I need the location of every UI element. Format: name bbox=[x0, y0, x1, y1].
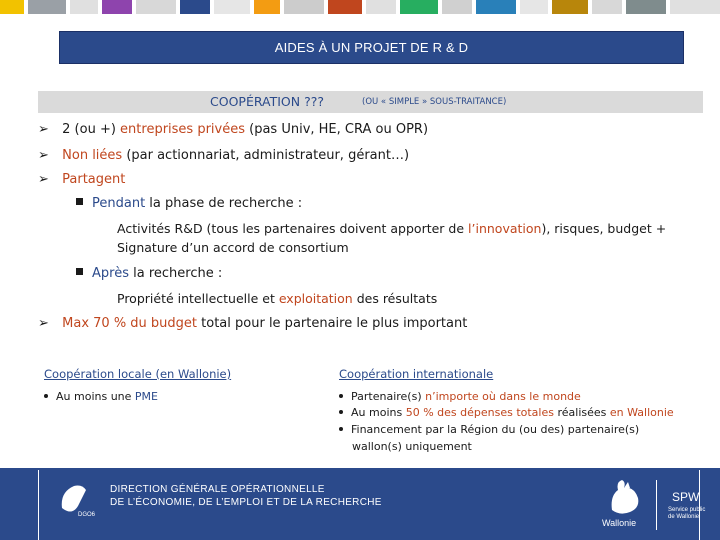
arrow-bullet-icon: ➢ bbox=[38, 172, 49, 187]
square-bullet-icon bbox=[76, 268, 83, 275]
text-propriete: Propriété intellectuelle et exploitation des résultats bbox=[117, 291, 438, 306]
international-item-depenses: Au moins 50 % des dépenses totales réalisées en Wallonie bbox=[339, 406, 674, 419]
bullet-max-budget: ➢ Max 70 % du budget total pour le partenaire le plus important bbox=[38, 316, 468, 331]
square-bullet-icon bbox=[76, 198, 83, 205]
arrow-bullet-icon: ➢ bbox=[38, 122, 49, 137]
page-title: AIDES À UN PROJET DE R & D bbox=[59, 31, 684, 64]
wallonie-label: Wallonie bbox=[602, 518, 637, 528]
local-item-pme: Au moins une PME bbox=[44, 390, 158, 403]
spw-logo: SPW bbox=[672, 490, 700, 504]
footer-separator bbox=[656, 480, 657, 530]
local-cooperation-heading: Coopération locale (en Wallonie) bbox=[44, 367, 232, 381]
text-activites: Activités R&D (tous les partenaires doivent apporter de l’innovation), risques, budget + bbox=[117, 221, 667, 236]
cooperation-heading: COOPÉRATION ??? bbox=[210, 94, 324, 109]
arrow-bullet-icon: ➢ bbox=[38, 148, 49, 163]
dot-bullet-icon bbox=[339, 394, 343, 398]
international-item-partenaires: Partenaire(s) n’importe où dans le monde bbox=[339, 390, 581, 403]
bullet-entreprises: ➢ 2 (ou +) entreprises privées (pas Univ, HE, CRA ou OPR) bbox=[38, 122, 429, 137]
text-signature: Signature d’un accord de consortium bbox=[117, 240, 349, 255]
arrow-bullet-icon: ➢ bbox=[38, 316, 49, 331]
cooperation-subheading: (OU « SIMPLE » SOUS-TRAITANCE) bbox=[362, 97, 507, 107]
international-item-financement: Financement par la Région du (ou des) partenaire(s) bbox=[339, 423, 639, 436]
footer-line-1: DIRECTION GÉNÉRALE OPÉRATIONNELLE bbox=[110, 484, 325, 495]
top-color-bars bbox=[0, 0, 720, 14]
dot-bullet-icon bbox=[339, 427, 343, 431]
international-cooperation-heading: Coopération internationale bbox=[339, 367, 494, 381]
international-item-financement-cont: wallon(s) uniquement bbox=[352, 440, 472, 453]
sub-bullet-apres: Après la recherche : bbox=[76, 266, 222, 281]
bullet-non-liees: ➢ Non liées (par actionnariat, administrateur, gérant…) bbox=[38, 148, 410, 163]
dot-bullet-icon bbox=[339, 410, 343, 414]
spw-subtitle: Service public de Wallonie bbox=[668, 507, 706, 520]
bullet-partagent: ➢ Partagent bbox=[38, 172, 126, 187]
sub-bullet-pendant: Pendant la phase de recherche : bbox=[76, 196, 302, 211]
footer-line-2: DE L’ÉCONOMIE, DE L’EMPLOI ET DE LA RECHERCHE bbox=[110, 497, 382, 508]
dgo6-logo-text: DGO6 bbox=[78, 512, 96, 518]
dgo6-logo bbox=[56, 478, 100, 528]
dot-bullet-icon bbox=[44, 394, 48, 398]
wallonie-rooster-logo bbox=[604, 476, 644, 518]
